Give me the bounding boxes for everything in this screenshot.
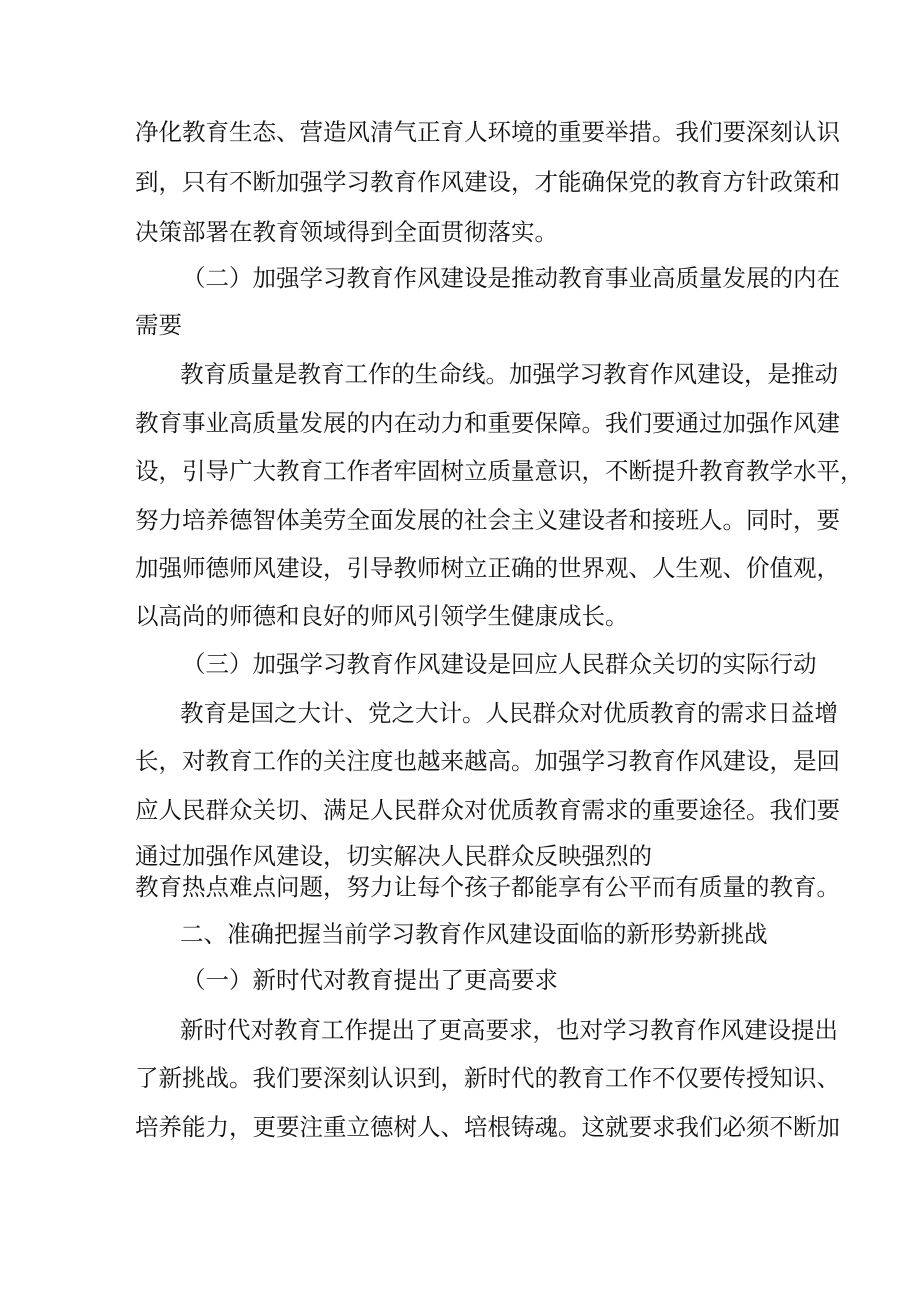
paragraph-line: 长，对教育工作的关注度也越来越高。加强学习教育作风建设，是回 — [135, 747, 840, 775]
section-heading: （二）加强学习教育作风建设是推动教育事业高质量发展的内在 — [182, 264, 840, 292]
section-heading-continuation: 需要 — [135, 311, 182, 339]
paragraph-line: 教育是国之大计、党之大计。人民群众对优质教育的需求日益增 — [180, 699, 838, 727]
paragraph-line: 了新挑战。我们要深刻认识到，新时代的教育工作不仅要传授知识、 — [135, 1064, 840, 1092]
paragraph-line: 教育事业高质量发展的内在动力和重要保障。我们要通过加强作风建 — [135, 409, 840, 437]
paragraph-line: 以高尚的师德和良好的师风引领学生健康成长。 — [135, 602, 629, 630]
paragraph-line: 净化教育生态、营造风清气正育人环境的重要举措。我们要深刻认识 — [135, 118, 840, 146]
section-heading: （一）新时代对教育提出了更高要求 — [182, 966, 558, 994]
paragraph-line: 通过加强作风建设，切实解决人民群众反映强烈的 — [135, 842, 652, 870]
paragraph-line: 加强师德师风建设，引导教师树立正确的世界观、人生观、价值观， — [135, 554, 840, 582]
paragraph-line: 新时代对教育工作提出了更高要求，也对学习教育作风建设提出 — [180, 1016, 838, 1044]
paragraph-line: 努力培养德智体美劳全面发展的社会主义建设者和接班人。同时，要 — [135, 506, 840, 534]
paragraph-line: 培养能力，更要注重立德树人、培根铸魂。这就要求我们必须不断加 — [135, 1113, 840, 1141]
paragraph-line: 教育热点难点问题，努力让每个孩子都能享有公平而有质量的教育。 — [135, 873, 840, 901]
paragraph-line: 决策部署在教育领域得到全面贯彻落实。 — [135, 218, 558, 246]
paragraph-line: 应人民群众关切、满足人民群众对优质教育需求的重要途径。我们要 — [135, 796, 840, 824]
paragraph-line: 教育质量是教育工作的生命线。加强学习教育作风建设，是推动 — [180, 360, 838, 388]
section-heading: （三）加强学习教育作风建设是回应人民群众关切的实际行动 — [182, 650, 817, 678]
paragraph-line: 设，引导广大教育工作者牢固树立质量意识，不断提升教育教学水平， — [135, 457, 864, 485]
paragraph-line: 到，只有不断加强学习教育作风建设，才能确保党的教育方针政策和 — [135, 168, 840, 196]
chapter-heading: 二、准确把握当前学习教育作风建设面临的新形势新挑战 — [180, 920, 768, 948]
